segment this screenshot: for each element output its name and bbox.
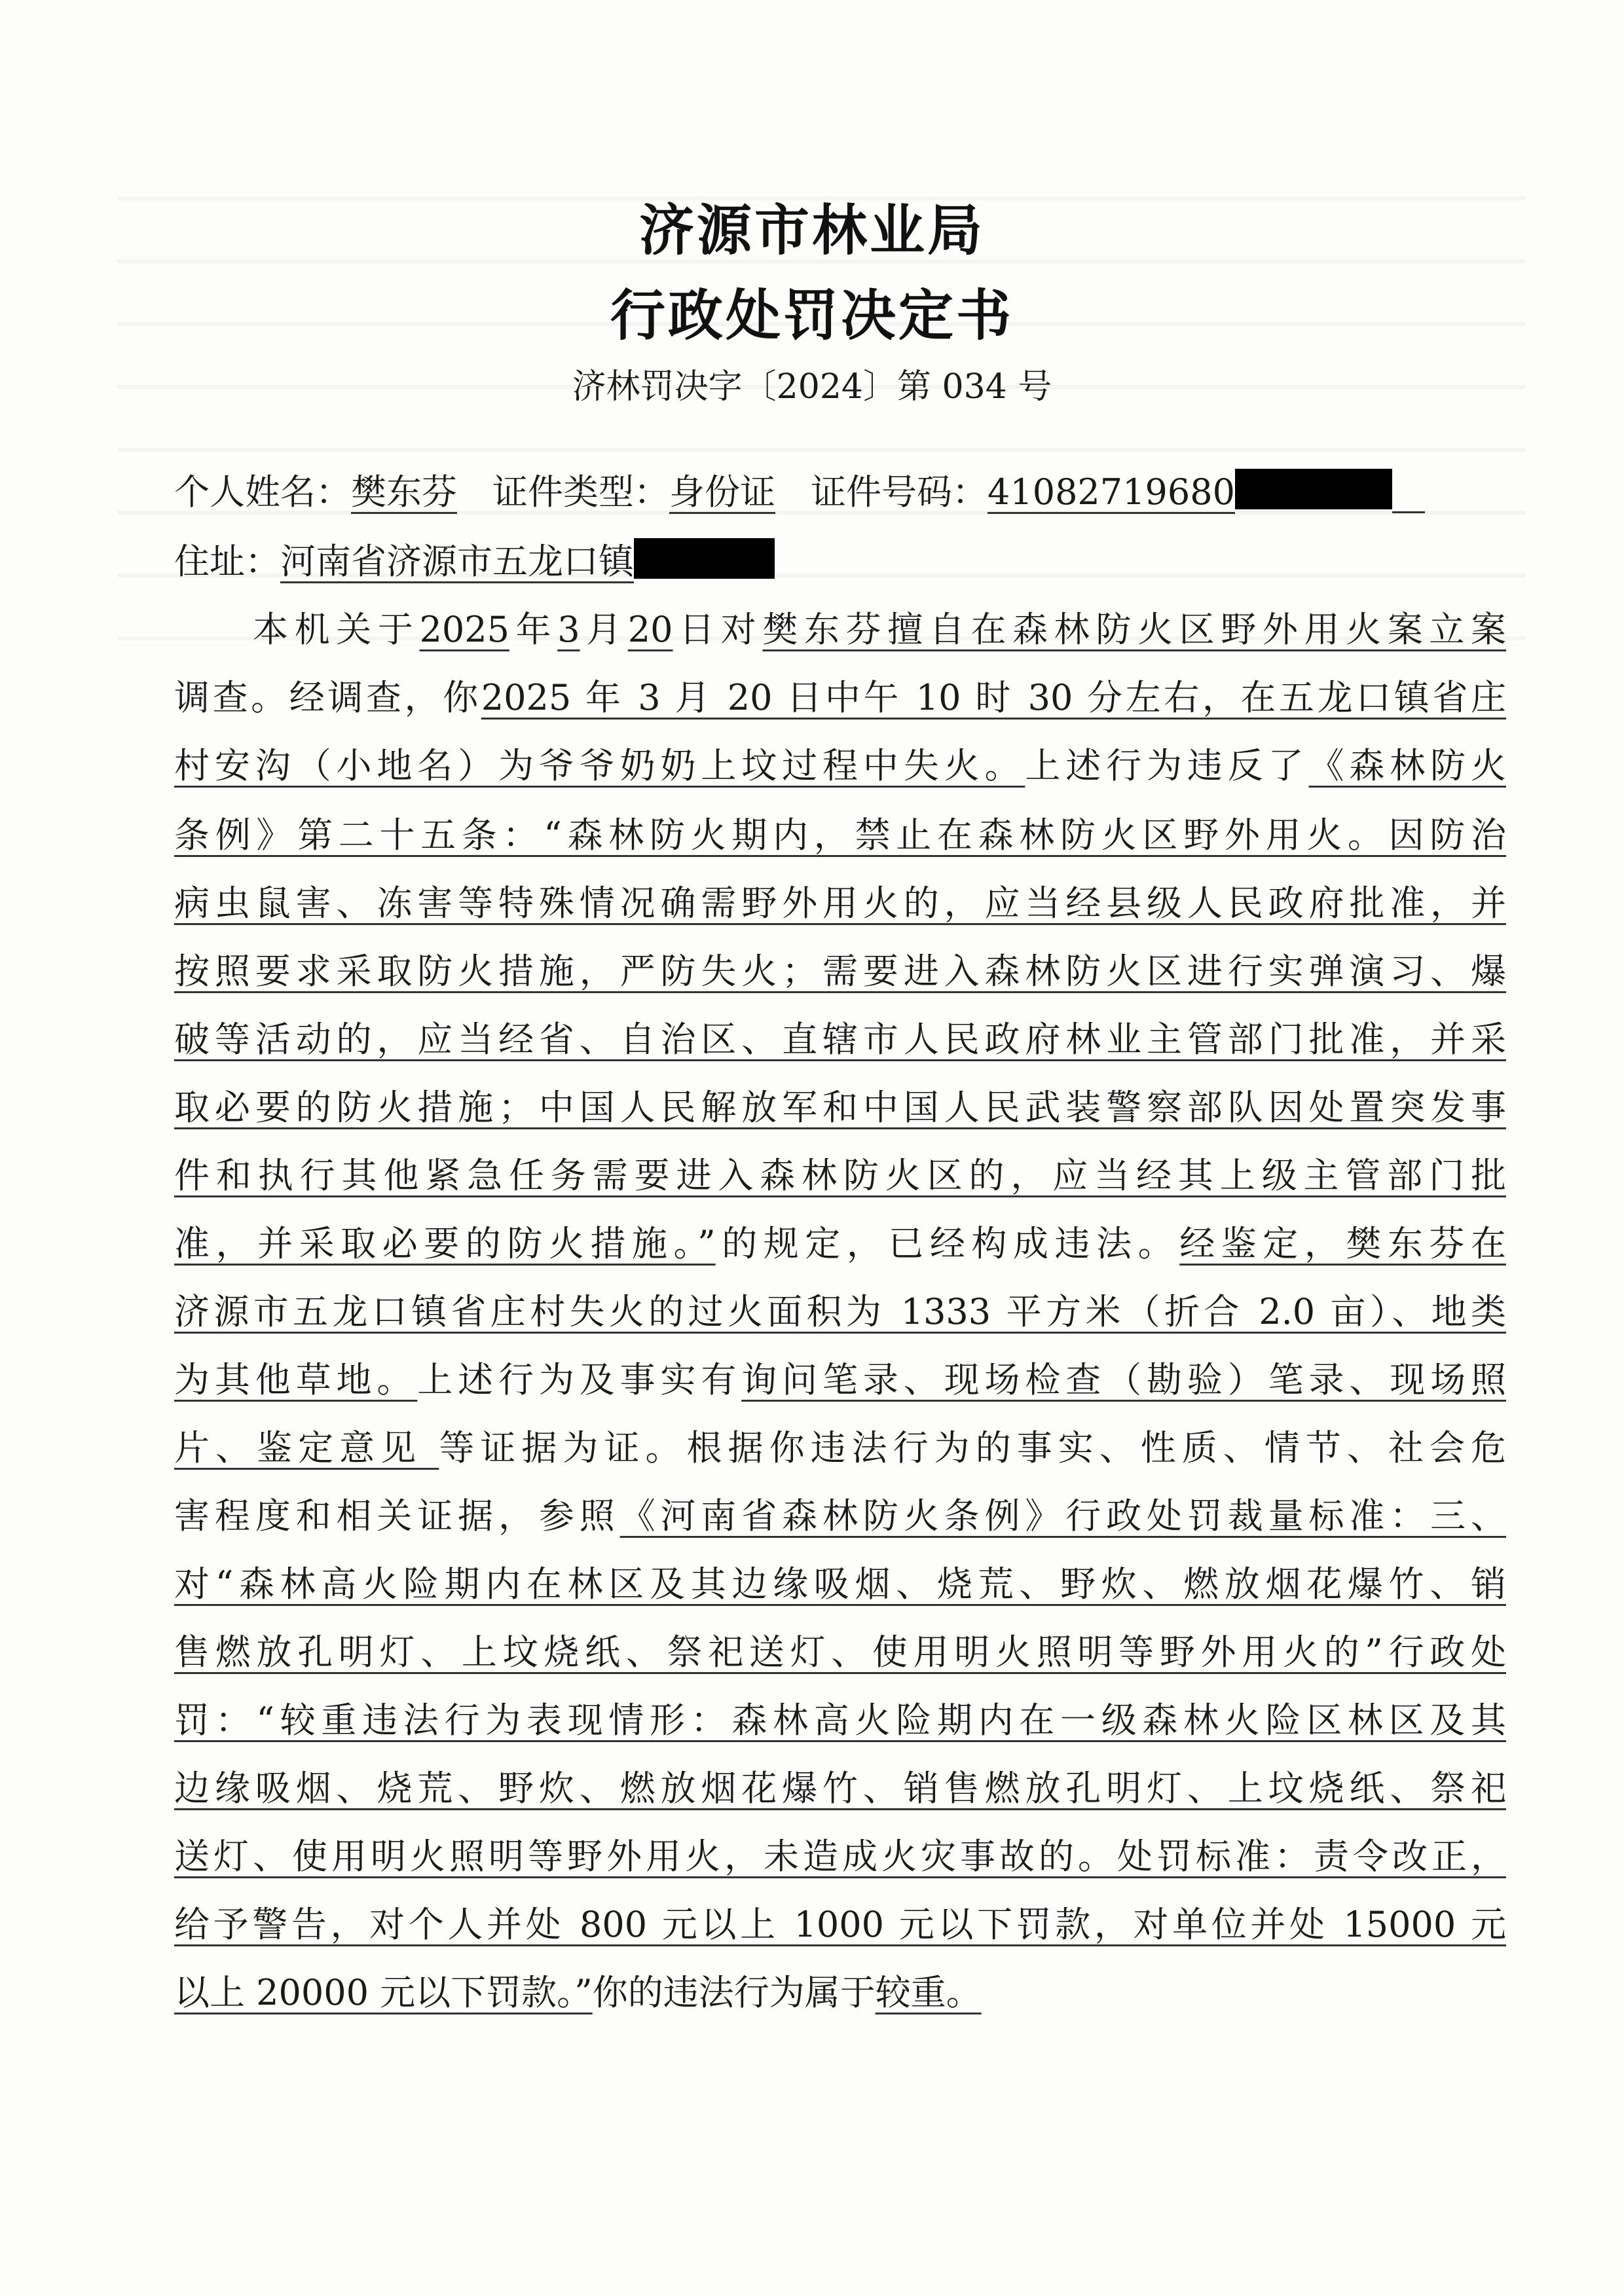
id-number-label: 证件号码：: [811, 471, 987, 513]
agency-title: 济源市林业局: [638, 198, 985, 263]
body-line-14: 害程度和相关证据，参照《河南省森林防火条例》行政处罚裁量标准：三、: [174, 1495, 1506, 1537]
id-type: 身份证: [669, 471, 775, 513]
redaction-bar: [1235, 469, 1392, 509]
document-number: 济林罚决字〔2024〕第 034 号: [572, 367, 1052, 407]
document-title: 行政处罚决定书: [610, 283, 1014, 348]
address-value: 河南省济源市五龙口镇: [280, 541, 634, 582]
body-line-2: 调查。经调查，你2025 年 3 月 20 日中午 10 时 30 分左右，在五龙口镇省庄: [174, 677, 1506, 718]
redaction-bar: [634, 538, 775, 579]
body-line-7: 破等活动的，应当经省、自治区、直辖市人民政府林业主管部门批准，并采: [174, 1019, 1506, 1060]
body-line-21: 以上 20000 元以下罚款。”你的违法行为属于较重。: [174, 1972, 982, 2013]
body-line-11: 济源市五龙口镇省庄村失火的过火面积为 1333 平方米（折合 2.0 亩）、地类: [174, 1291, 1506, 1332]
body-line-9: 件和执行其他紧急任务需要进入森林防火区的，应当经其上级主管部门批: [174, 1155, 1506, 1196]
body-line-4: 条例》第二十五条：“森林防火期内，禁止在森林防火区野外用火。因防治: [174, 814, 1506, 856]
name-label: 个人姓名：: [174, 471, 351, 513]
body-line-19: 送灯、使用明火照明等野外用火，未造成火灾事故的。处罚标准：责令改正，: [174, 1836, 1506, 1877]
body-line-13: 片、鉴定意见 等证据为证。根据你违法行为的事实、性质、情节、社会危: [174, 1427, 1507, 1468]
body-line-8: 取必要的防火措施；中国人民解放军和中国人民武装警察部队因处置突发事: [174, 1087, 1506, 1128]
body-line-10: 准，并采取必要的防火措施。”的规定，已经构成违法。经鉴定，樊东芬在: [174, 1223, 1507, 1264]
body-line-12: 为其他草地。上述行为及事实有询问笔录、现场检查（勘验）笔录、现场照: [174, 1359, 1506, 1400]
id-type-label: 证件类型：: [492, 471, 669, 513]
body-line-5: 病虫鼠害、冻害等特殊情况确需野外用火的，应当经县级人民政府批准，并: [174, 883, 1506, 924]
party-name: 樊东芬: [351, 471, 457, 513]
body-line-1: 本机关于2025年3月20日对樊东芬擅自在森林防火区野外用火案立案: [253, 609, 1507, 650]
body-line-20: 给予警告，对个人并处 800 元以上 1000 元以下罚款，对单位并处 15000 元: [174, 1904, 1506, 1945]
body-line-3: 村安沟（小地名）为爷爷奶奶上坟过程中失火。上述行为违反了《森林防火: [174, 745, 1506, 786]
body-line-16: 售燃放孔明灯、上坟烧纸、祭祀送灯、使用明火照明等野外用火的”行政处: [174, 1631, 1506, 1673]
id-number: 41082719680: [987, 471, 1235, 513]
party-info-line: [174, 466, 1425, 519]
address-line: [174, 536, 775, 588]
body-line-15: 对“森林高火险期内在林区及其边缘吸烟、烧荒、野炊、燃放烟花爆竹、销: [174, 1563, 1506, 1605]
underline-fill: [1392, 475, 1425, 513]
body-line-6: 按照要求采取防火措施，严防失火；需要进入森林防火区进行实弹演习、爆: [174, 951, 1506, 992]
address-label: 住址：: [174, 541, 280, 582]
body-line-17: 罚：“较重违法行为表现情形：森林高火险期内在一级森林火险区林区及其: [174, 1700, 1506, 1741]
body-line-18: 边缘吸烟、烧荒、野炊、燃放烟花爆竹、销售燃放孔明灯、上坟烧纸、祭祀: [174, 1768, 1506, 1809]
